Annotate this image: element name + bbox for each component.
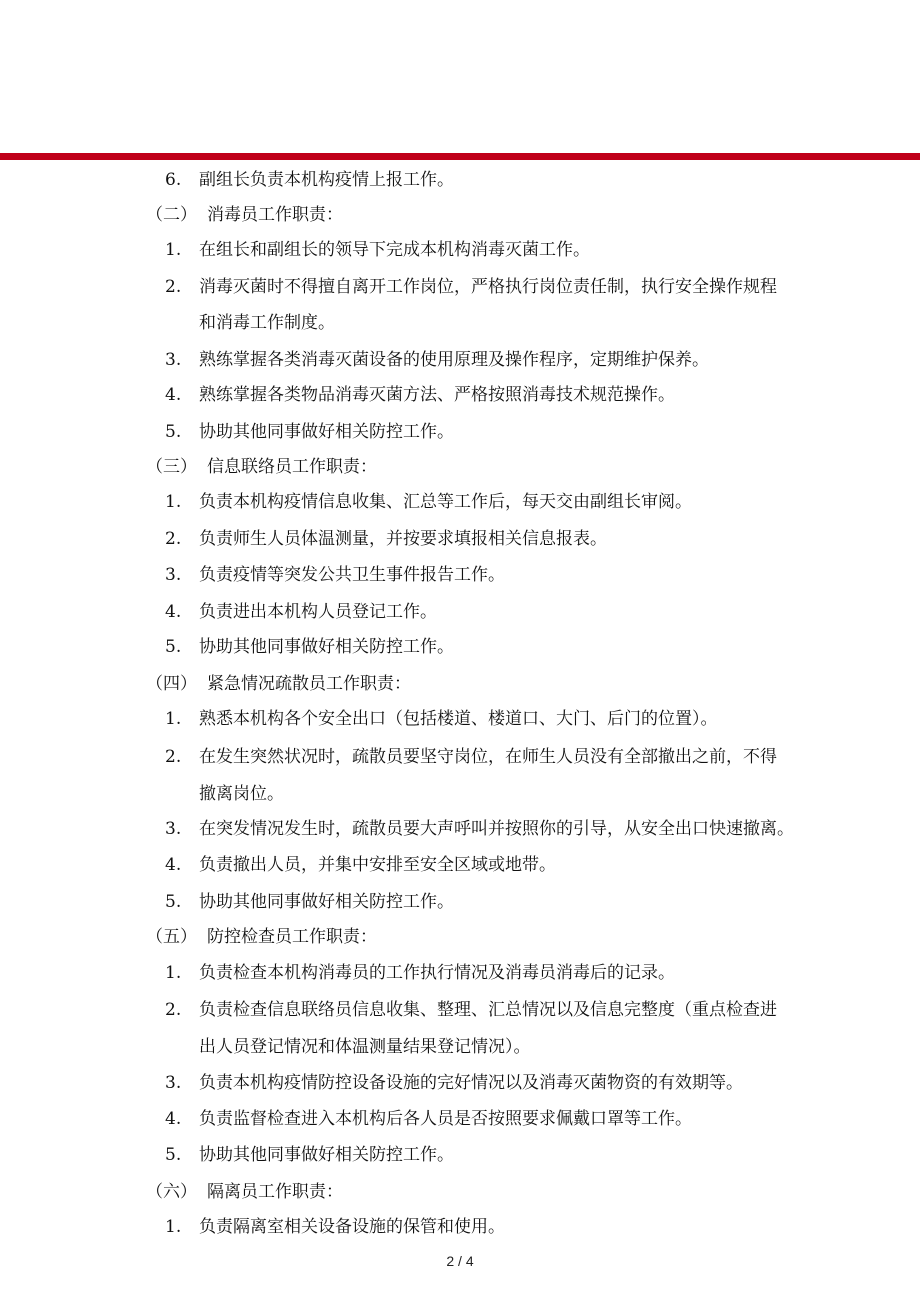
item-text: 负责撤出人员，并集中安排至安全区域或地带。 — [199, 855, 556, 875]
item-text: 负责隔离室相关设备设施的保管和使用。 — [199, 1217, 505, 1237]
item-text: 负责检查本机构消毒员的工作执行情况及消毒员消毒后的记录。 — [199, 963, 675, 983]
item-text: 熟练掌握各类物品消毒灭菌方法、严格按照消毒技术规范操作。 — [199, 385, 675, 405]
section-title: 隔离员工作职责： — [207, 1182, 343, 1202]
item-text: 协助其他同事做好相关防控工作。 — [199, 637, 454, 657]
item-text: 在突发情况发生时，疏散员要大声呼叫并按照你的引导，从安全出口快速撤离。 — [199, 819, 794, 839]
page-number: 2 / 4 — [446, 1253, 474, 1269]
item-text: 在发生突然状况时，疏散员要坚守岗位，在师生人员没有全部撤出之前，不得 — [199, 747, 777, 767]
item-text: 负责疫情等突发公共卫生事件报告工作。 — [199, 565, 505, 585]
item-text: 副组长负责本机构疫情上报工作。 — [199, 170, 454, 190]
item-number: 1. — [165, 709, 182, 729]
item-text: 负责本机构疫情信息收集、汇总等工作后，每天交由副组长审阅。 — [199, 492, 692, 512]
item-number: 2. — [165, 529, 182, 549]
header-rule — [0, 153, 920, 160]
item-number: 5. — [165, 1145, 182, 1165]
item-number: 2. — [165, 1000, 182, 1020]
section-number: （三） — [146, 457, 197, 477]
item-number: 5. — [165, 422, 182, 442]
item-text: 负责监督检查进入本机构后各人员是否按照要求佩戴口罩等工作。 — [199, 1109, 692, 1129]
item-number: 5. — [165, 892, 182, 912]
section-title: 消毒员工作职责： — [207, 205, 343, 225]
item-number: 3. — [165, 819, 182, 839]
item-number: 4. — [165, 1109, 182, 1129]
item-number: 2. — [165, 747, 182, 767]
item-number: 6. — [165, 170, 182, 190]
item-text: 出人员登记情况和体温测量结果登记情况）。 — [199, 1037, 531, 1057]
item-number: 5. — [165, 637, 182, 657]
item-text: 负责进出本机构人员登记工作。 — [199, 602, 437, 622]
item-text: 协助其他同事做好相关防控工作。 — [199, 892, 454, 912]
item-number: 1. — [165, 963, 182, 983]
item-number: 3. — [165, 350, 182, 370]
item-text: 协助其他同事做好相关防控工作。 — [199, 1145, 454, 1165]
item-text: 和消毒工作制度。 — [199, 313, 335, 333]
section-title: 防控检查员工作职责： — [207, 927, 377, 947]
section-number: （四） — [146, 674, 197, 694]
section-number: （六） — [146, 1182, 197, 1202]
item-text: 熟悉本机构各个安全出口（包括楼道、楼道口、大门、后门的位置）。 — [199, 709, 718, 729]
item-number: 1. — [165, 240, 182, 260]
item-text: 负责师生人员体温测量，并按要求填报相关信息报表。 — [199, 529, 607, 549]
section-number: （二） — [146, 205, 197, 225]
item-text: 负责本机构疫情防控设备设施的完好情况以及消毒灭菌物资的有效期等。 — [199, 1073, 743, 1093]
item-text: 消毒灭菌时不得擅自离开工作岗位，严格执行岗位责任制，执行安全操作规程 — [199, 277, 777, 297]
item-number: 1. — [165, 1217, 182, 1237]
item-text: 熟练掌握各类消毒灭菌设备的使用原理及操作程序，定期维护保养。 — [199, 350, 709, 370]
item-number: 2. — [165, 277, 182, 297]
item-number: 4. — [165, 855, 182, 875]
item-number: 3. — [165, 565, 182, 585]
item-text: 撤离岗位。 — [199, 784, 284, 804]
section-number: （五） — [146, 927, 197, 947]
item-number: 1. — [165, 492, 182, 512]
item-number: 3. — [165, 1073, 182, 1093]
item-text: 协助其他同事做好相关防控工作。 — [199, 422, 454, 442]
item-number: 4. — [165, 385, 182, 405]
item-text: 负责检查信息联络员信息收集、整理、汇总情况以及信息完整度（重点检查进 — [199, 1000, 777, 1020]
section-title: 信息联络员工作职责： — [207, 457, 377, 477]
item-number: 4. — [165, 602, 182, 622]
section-title: 紧急情况疏散员工作职责： — [207, 674, 411, 694]
item-text: 在组长和副组长的领导下完成本机构消毒灭菌工作。 — [199, 240, 590, 260]
